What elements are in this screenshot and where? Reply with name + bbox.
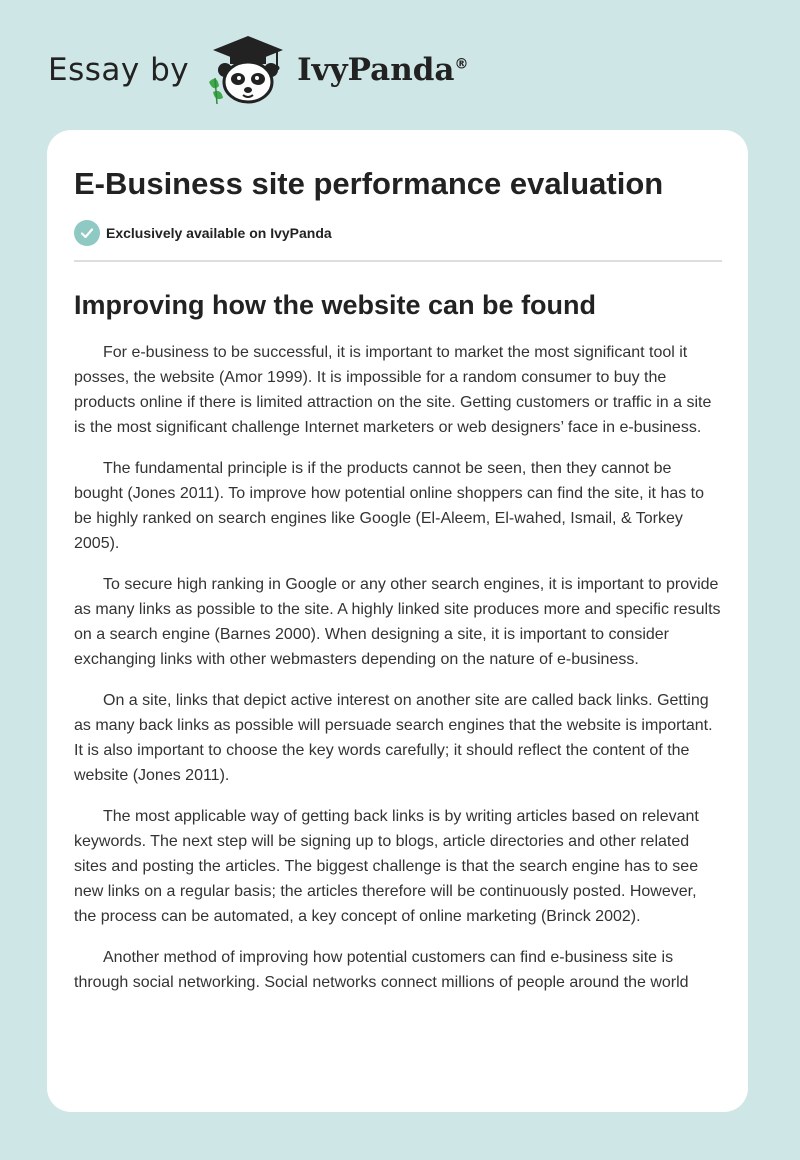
brand-prefix: Essay by xyxy=(48,52,190,88)
paragraph: The most applicable way of getting back links is by writing articles based on relevant keywords. The next step will be signing up to blogs, article directories and other related sites and posting the articles. The biggest challenge is that the search engine has to see new links on a regular basis; the articles therefore will be continuously posted. However, the process can be automated, a key concept of online marketing (Brinck 2002). xyxy=(74,808,699,925)
registered-mark: ® xyxy=(454,56,469,73)
paragraph: Another method of improving how potential customers can find e-business site is through social networking. Social networks connect millions of people around the world xyxy=(74,949,689,991)
section-title: Improving how the website can be found xyxy=(74,290,597,320)
exclusive-badge xyxy=(74,220,722,246)
article-card xyxy=(47,130,748,1112)
page-title: E-Business site performance evaluation xyxy=(74,166,664,201)
checkmark-icon xyxy=(74,220,100,246)
divider xyxy=(74,260,722,262)
paragraph: On a site, links that depict active interest on another site are called back links. Getting as many back links as possible will persuade search engines that the website is important. It is also important to choose the key words carefully; it should reflect the content of the website (Jones 2011). xyxy=(74,692,713,784)
panda-graduate-icon[interactable] xyxy=(203,34,293,106)
paragraph: The fundamental principle is if the products cannot be seen, then they cannot be bought (Jones 2011). To improve how potential online shoppers can find the site, it has to be highly ranked on search engines like Google (El-Aleem, El-wahed, Ismail, & Torkey 2005). xyxy=(74,460,705,552)
paragraph: To secure high ranking in Google or any other search engines, it is important to provide as many links as possible to the site. A highly linked site produces more and specific results on a search engine (Barnes 2000). When designing a site, it is important to consider exchanging links with other webmasters depending on the nature of e-business. xyxy=(74,576,721,668)
site-header xyxy=(48,34,469,106)
badge-label: Exclusively available on IvyPanda xyxy=(106,225,332,241)
paragraph: For e-business to be successful, it is important to market the most significant tool it posses, the website (Amor 1999). It is impossible for a random consumer to buy the products online if there is limited attraction on the site. Getting customers or traffic in a site is the most significant challenge Internet marketers or web designers’ face in e-business. xyxy=(74,344,712,436)
brand-name[interactable]: IvyPanda® xyxy=(297,52,469,88)
